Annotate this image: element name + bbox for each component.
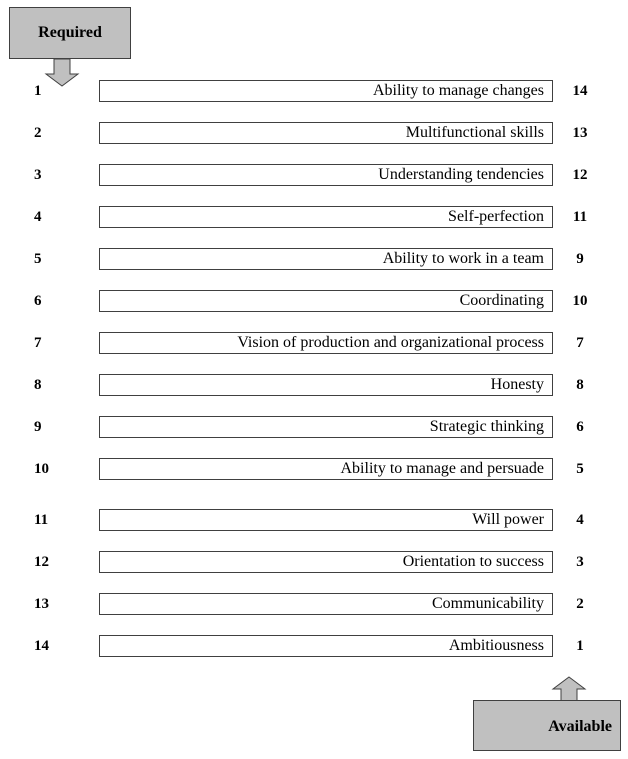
required-rank: 2	[34, 125, 42, 141]
available-rank: 11	[572, 209, 588, 225]
required-rank: 1	[34, 83, 42, 99]
available-label-box	[473, 700, 621, 751]
quality-label: Ability to manage changes	[99, 80, 553, 102]
quality-row	[0, 80, 628, 102]
quality-label: Coordinating	[99, 290, 553, 312]
available-rank: 4	[576, 512, 584, 528]
available-rank: 8	[576, 377, 584, 393]
quality-label: Strategic thinking	[99, 416, 553, 438]
available-label: Available	[548, 718, 612, 735]
required-rank: 4	[34, 209, 42, 225]
available-rank: 14	[572, 83, 588, 99]
quality-row	[0, 551, 628, 573]
quality-row	[0, 416, 628, 438]
quality-label: Ambitiousness	[99, 635, 553, 657]
required-rank: 14	[34, 638, 49, 654]
required-label: Required	[38, 24, 102, 41]
available-rank: 10	[572, 293, 588, 309]
available-rank: 3	[576, 554, 584, 570]
quality-row	[0, 593, 628, 615]
quality-label: Honesty	[99, 374, 553, 396]
quality-row	[0, 122, 628, 144]
required-rank: 11	[34, 512, 49, 528]
quality-row	[0, 248, 628, 270]
required-rank: 3	[34, 167, 42, 183]
quality-row	[0, 164, 628, 186]
quality-label: Understanding tendencies	[99, 164, 553, 186]
quality-label: Communicability	[99, 593, 553, 615]
required-label-box	[9, 7, 131, 59]
available-rank: 7	[576, 335, 584, 351]
required-rank: 8	[34, 377, 42, 393]
required-rank: 13	[34, 596, 49, 612]
quality-label: Ability to work in a team	[99, 248, 553, 270]
quality-row	[0, 290, 628, 312]
required-rank: 7	[34, 335, 42, 351]
quality-label: Ability to manage and persuade	[99, 458, 553, 480]
quality-label: Multifunctional skills	[99, 122, 553, 144]
quality-row	[0, 458, 628, 480]
required-rank: 9	[34, 419, 42, 435]
quality-label: Vision of production and organizational process	[99, 332, 553, 354]
available-rank: 6	[576, 419, 584, 435]
available-rank: 13	[572, 125, 588, 141]
available-rank: 2	[576, 596, 584, 612]
quality-label: Self-perfection	[99, 206, 553, 228]
available-rank: 9	[576, 251, 584, 267]
required-rank: 10	[34, 461, 49, 477]
quality-row	[0, 509, 628, 531]
required-rank: 12	[34, 554, 49, 570]
available-rank: 1	[576, 638, 584, 654]
quality-row	[0, 206, 628, 228]
quality-row	[0, 332, 628, 354]
quality-label: Orientation to success	[99, 551, 553, 573]
quality-label: Will power	[99, 509, 553, 531]
available-rank: 5	[576, 461, 584, 477]
required-rank: 5	[34, 251, 42, 267]
required-rank: 6	[34, 293, 42, 309]
quality-row	[0, 374, 628, 396]
available-rank: 12	[572, 167, 588, 183]
quality-row	[0, 635, 628, 657]
